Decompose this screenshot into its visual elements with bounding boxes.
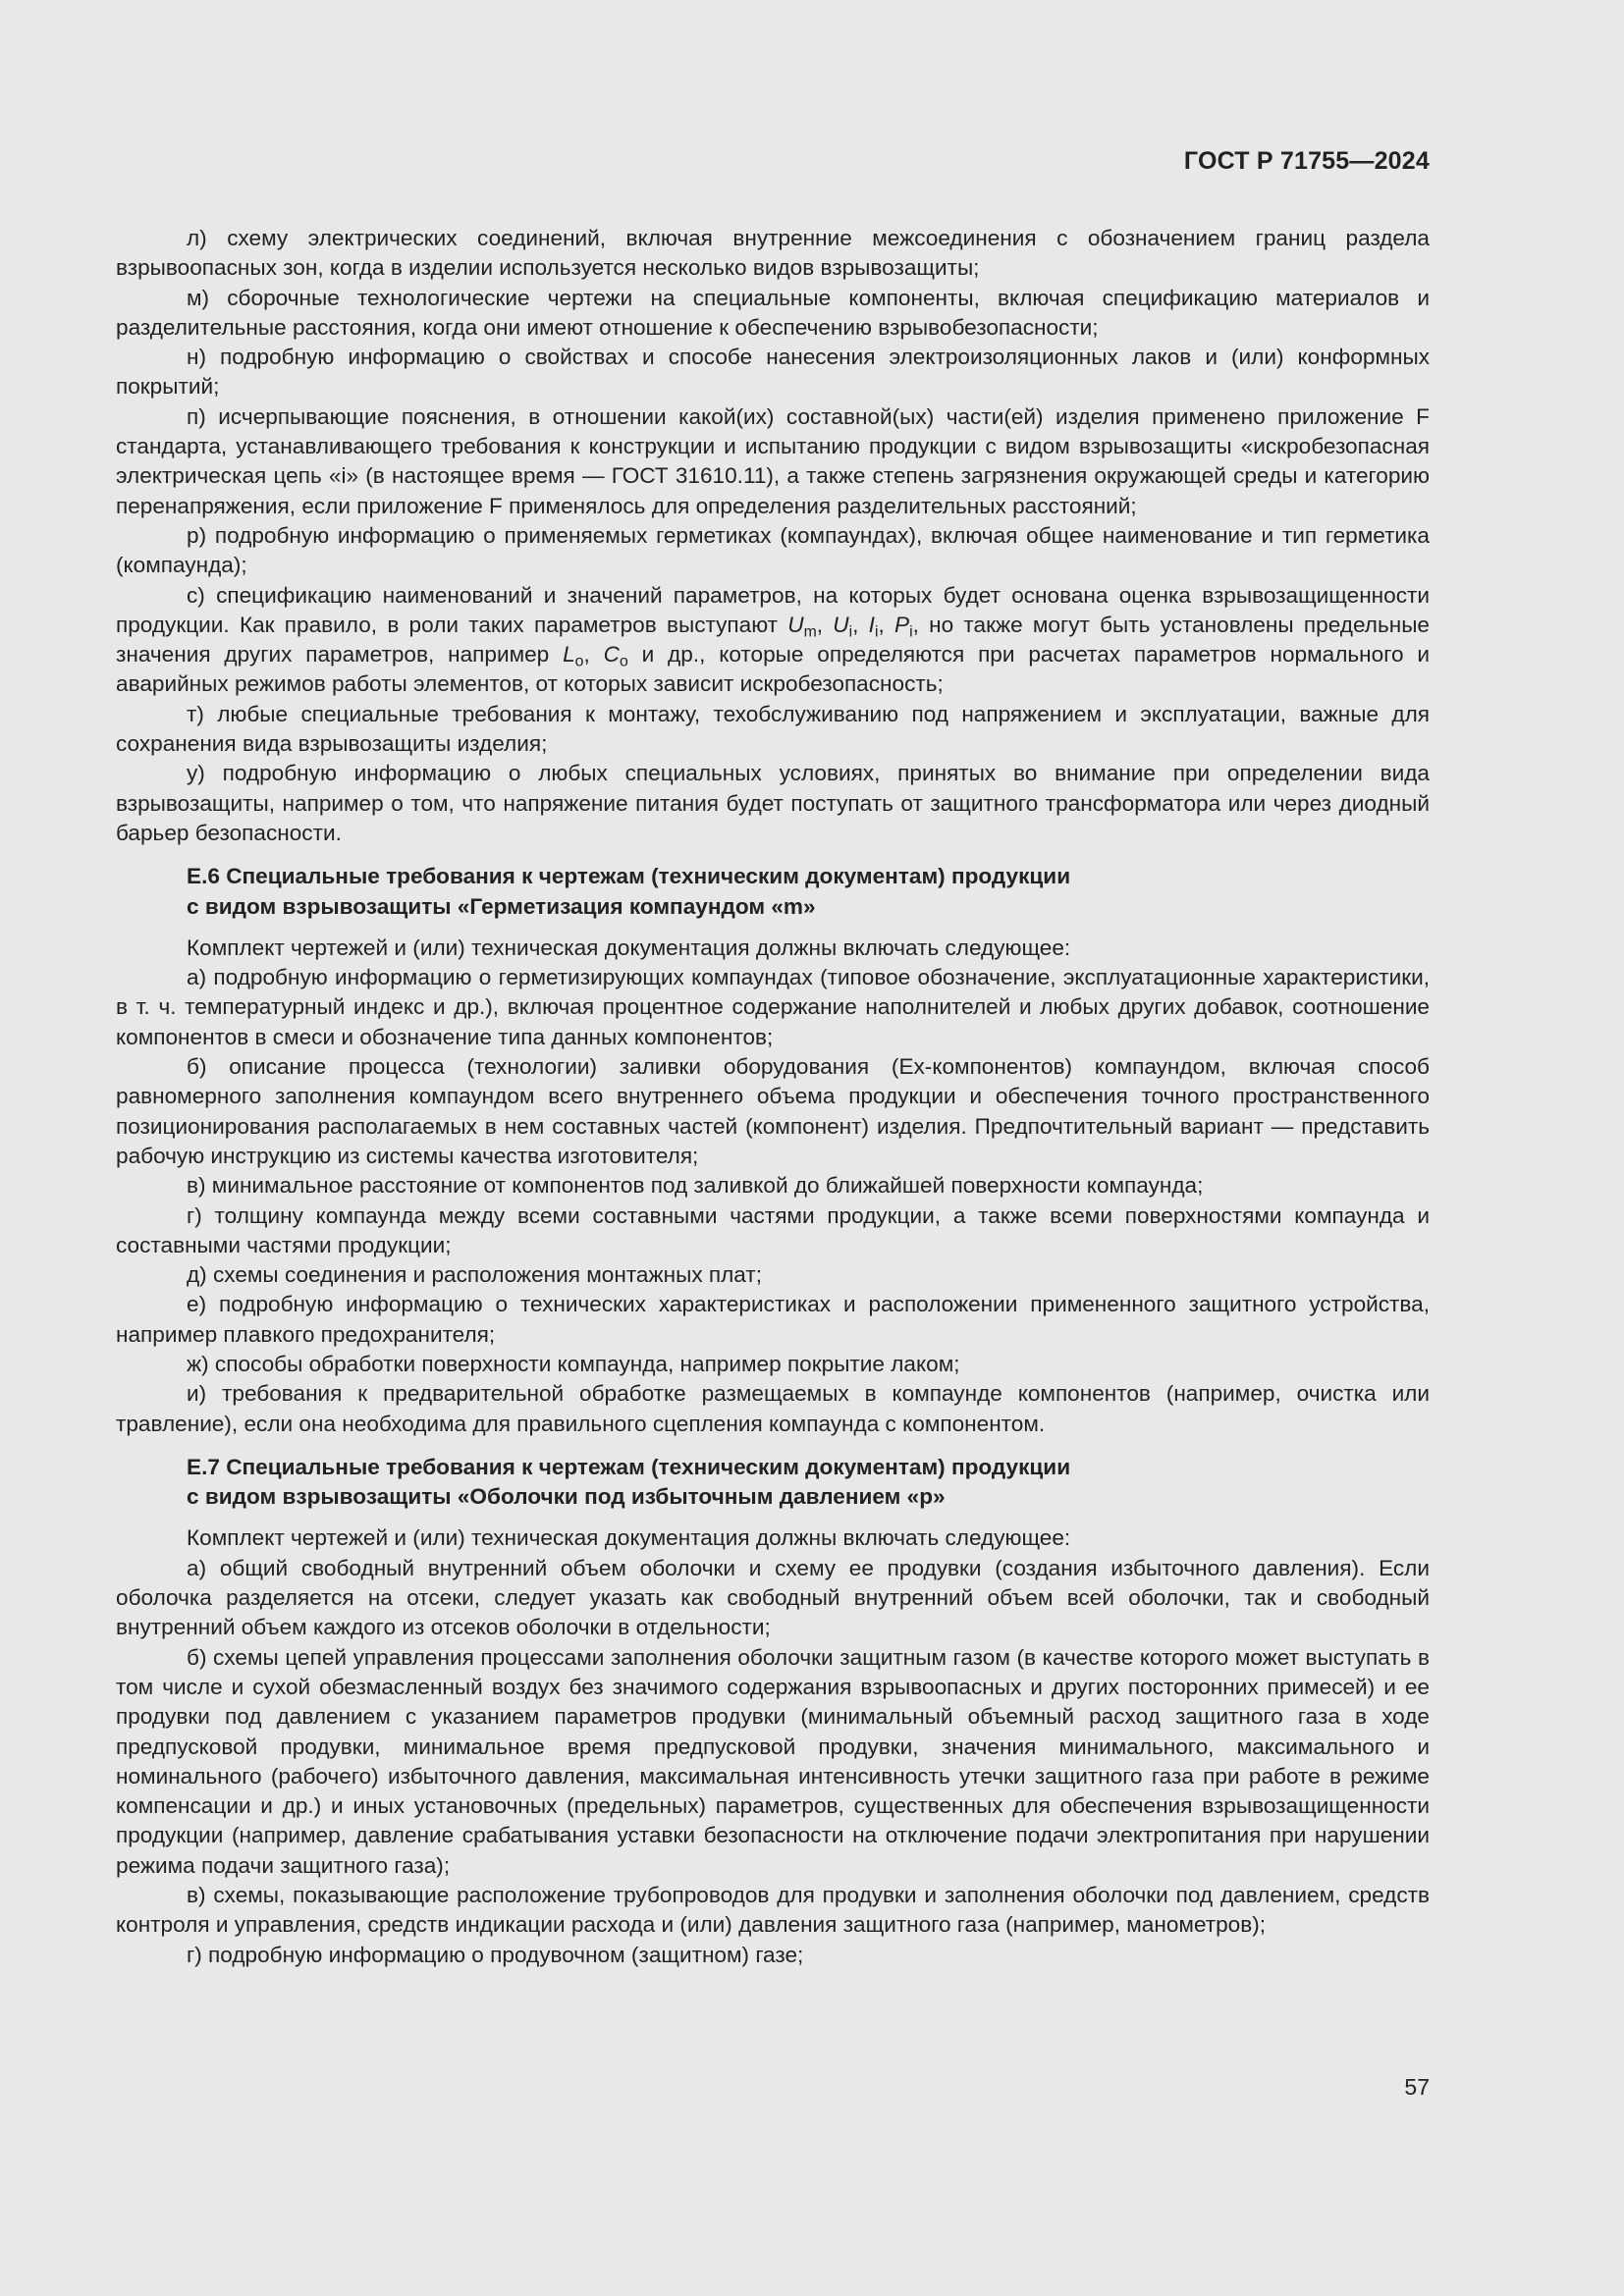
section-intro: Комплект чертежей и (или) техническая документация должны включать следующее: [187,934,1071,960]
list-item: в) схемы, показывающие расположение трубопроводов для продувки и заполнения оболочки под давлением, средств контроля и управления, средств индикации расхода и (или) давления защитного газа (например, манометров); [116,1883,1430,1938]
param-subscript: i [874,623,879,641]
list-item: п) исчерпывающие пояснения, в отношении какой(их) составной(ых) части(ей) изделия применено приложение F стандарта, устанавливающего требования к конструкции и испытанию продукции с видом взрывозащиты «искробезопасная электрическая цепь «i» (в настоящее время — ГОСТ 31610.11), а также степень загрязнения окружающей среды и категорию перенапряжения, если приложение F применялось для определения разделительных расстояний; [116,403,1430,518]
list-item: а) общий свободный внутренний объем оболочки и схему ее продувки (создания избыточного давления). Если оболочка разделяется на отсеки, следует указать как свободный внутренний объем всей оболочки, так и свободный внутренний объем каждого из отсеков оболочки в отдельности; [116,1555,1430,1640]
list-item: г) подробную информацию о продувочном (защитном) газе; [187,1942,804,1967]
item-text: с) спецификацию наименований и значений параметров, на которых будет основана оценка взрывозащищенности продукции. Как правило, в роли таких параметров выступают [116,582,1430,637]
list-item-parameters: с) спецификацию наименований и значений параметров, на которых будет основана оценка взрывозащищенности продукции. Как правило, в роли таких параметров выступают $U_m$, $U_i$, $I_i$, $P_i$, но также могут быть установлены предельные значения других параметров, например $L_o$, $C_o$ и др., которые определяются при расчетах параметров нормального и аварийных режимов работы элементов, от которых зависит искробезопасность; [116,582,1430,697]
param-subscript: o [619,653,628,670]
param-symbol: P [894,612,910,637]
list-item: т) любые специальные требования к монтажу, техобслуживанию под напряжением и эксплуатации, важные для сохранения вида взрывозащиты изделия; [116,701,1430,757]
item-text: , но также могут быть установлены предельные значения других параметров, например [116,612,1430,667]
list-item: и) требования к предварительной обработке размещаемых в компаунде компонентов (например, очистка или травление), если она необходима для правильного сцепления компаунда с компонентом. [116,1381,1430,1436]
heading-line: с видом взрывозащиты «Герметизация компаундом «m» [187,893,816,919]
param-subscript: i [909,623,913,641]
list-item: б) описание процесса (технологии) заливки оборудования (Ех-компонентов) компаундом, включая способ равномерного заполнения компаундом всего внутреннего объема продукции и обеспечения точного пространственного позиционирования располагаемых в нем составных частей (компонент) изделия. Предпочтительный вариант — представить рабочую инструкцию из системы качества изготовителя; [116,1054,1430,1168]
item-text: и др., которые определяются при расчетах параметров нормального и аварийных режимов работы элементов, от которых зависит искробезопасность; [116,642,1430,697]
list-item: в) минимальное расстояние от компонентов под заливкой до ближайшей поверхности компаунда; [187,1173,1204,1199]
list-item: г) толщину компаунда между всеми составными частями продукции, а также всеми поверхностями компаунда и составными частями продукции; [116,1202,1430,1257]
list-item: н) подробную информацию о свойствах и способе нанесения электроизоляционных лаков и (или) конформных покрытий; [116,345,1430,400]
param-symbol: U [833,612,849,637]
param-subscript: o [574,653,584,670]
param-symbol: L [563,642,575,667]
list-item: у) подробную информацию о любых специальных условиях, принятых во внимание при определении вида взрывозащиты, например о том, что напряжение питания будет поступать от защитного трансформатора или через диодный барьер безопасности. [116,761,1430,845]
document-header: ГОСТ Р 71755—2024 [1183,147,1430,175]
param-symbol: I [868,612,875,637]
list-item: ж) способы обработки поверхности компаунда, например покрытие лаком; [187,1351,960,1376]
heading-line: с видом взрывозащиты «Оболочки под избыточным давлением «p» [187,1484,946,1510]
document-body [116,224,1430,1970]
heading-line: Е.7 Специальные требования к чертежам (техническим документам) продукции [187,1454,1071,1479]
list-item: р) подробную информацию о применяемых герметиках (компаундах), включая общее наименование и тип герметика (компаунда); [116,522,1430,578]
list-item: м) сборочные технологические чертежи на специальные компоненты, включая спецификацию материалов и разделительные расстояния, когда они имеют отношение к обеспечению взрывобезопасности; [116,285,1430,340]
section-heading-e6 [116,862,1430,922]
list-item: а) подробную информацию о герметизирующих компаундах (типовое обозначение, эксплуатационные характеристики, в т. ч. температурный индекс и др.), включая процентное содержание наполнителей и любых других добавок, соотношение компонентов в смеси и обозначение типа данных компонентов; [116,965,1430,1049]
section-heading-e7 [116,1453,1430,1513]
heading-line: Е.6 Специальные требования к чертежам (техническим документам) продукции [187,864,1071,889]
param-subscript: i [848,623,853,641]
param-symbol: C [603,642,620,667]
list-item: б) схемы цепей управления процессами заполнения оболочки защитным газом (в качестве которого может выступать в том числе и сухой обезмасленный воздух без значимого содержания взрывоопасных и других посторонних примесей) и ее продувки под давлением с указанием параметров продувки (минимальный объемный расход защитного газа в ходе предпусковой продувки, минимальное время предпусковой продувки, значения минимального, максимального и номинального (рабочего) избыточного давления, максимальная интенсивность утечки защитного газа при работе в режиме компенсации и др.) и иных установочных (предельных) параметров, существенных для обеспечения взрывозащищенности продукции (например, давление срабатывания уставки безопасности на отключение подачи электропитания при нарушении режима подачи защитного газа); [116,1644,1430,1878]
section-intro: Комплект чертежей и (или) техническая документация должны включать следующее: [187,1525,1071,1551]
param-symbol: U [787,612,804,637]
list-item: л) схему электрических соединений, включая внутренние межсоединения с обозначением границ раздела взрывоопасных зон, когда в изделии используется несколько видов взрывозащиты; [116,226,1430,281]
list-item: е) подробную информацию о технических характеристиках и расположении примененного защитного устройства, например плавкого предохранителя; [116,1292,1430,1347]
param-subscript: m [803,623,817,641]
list-item: д) схемы соединения и расположения монтажных плат; [187,1262,763,1288]
page-number: 57 [1404,2074,1430,2100]
